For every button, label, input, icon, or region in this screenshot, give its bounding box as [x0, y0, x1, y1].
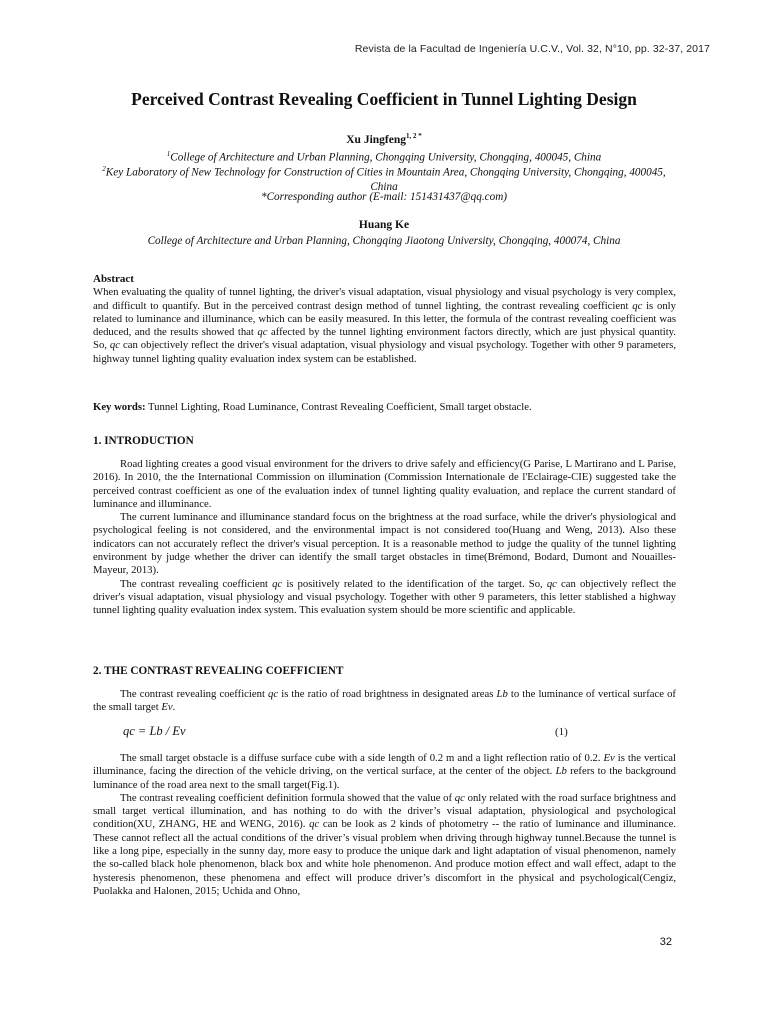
section-body [93, 458, 676, 618]
paragraph: The contrast revealing coefficient qc is the ratio of road brightness in designated areas Lb to the luminance of vertical surface of the small target Ev. [93, 688, 676, 714]
section-heading: 1. INTRODUCTION [93, 435, 194, 447]
abstract-text: When evaluating the quality of tunnel lighting, the driver's visual adaptation, visual physiology and visual psychology is very complex, and difficult to quantify. But in the perceived contrast design method of tunnel lighting, the contrast revealing coefficient qc is only related to luminance and illuminance, which can be easily measured. In this letter, the formula of the contrast revealing coefficient was deduced, and the results showed that qc affected by the tunnel lighting environment factors directly, which are just physical quantity. So, qc can objectively reflect the driver's visual adaptation, visual physiology and visual psychology. Together with other 9 parameters, highway tunnel lighting quality evaluation index system can be established. [93, 286, 676, 365]
paper-title: Perceived Contrast Revealing Coefficient in Tunnel Lighting Design [131, 89, 637, 109]
paragraph: The contrast revealing coefficient qc is positively related to the identification of the target. So, qc can objectively reflect the driver's visual adaptation, visual physiology and visual psychology. Together with other 9 parameters, this letter stablished a highway tunnel lighting quality evaluation index system. This evaluation system should be more scientific and applicable. [93, 577, 676, 617]
journal-header: Revista de la Facultad de Ingeniería U.C.V., Vol. 32, N°10, pp. 32-37, 2017 [354, 43, 710, 55]
author-name: Xu Jingfeng$^{1, 2 *}$ [346, 132, 422, 146]
section-heading: 2. THE CONTRAST REVEALING COEFFICIENT [93, 665, 344, 677]
keywords-text: Tunnel Lighting, Road Luminance, Contrast Revealing Coefficient, Small target obstacle. [145, 401, 532, 413]
abstract [93, 273, 676, 366]
section-body [93, 752, 676, 898]
keywords [93, 401, 676, 414]
equation-number: (1) [555, 726, 568, 738]
keywords-label: Key words: [93, 401, 146, 413]
author-name: Huang Ke [358, 219, 410, 231]
paragraph: Road lighting creates a good visual environment for the drivers to drive safely and efficiency(G Parise, L Martirano and L Parise, 2016). In 2010, the the International Commission on illumination (Commission Internationale de l'Eclairage-CIE) suggested take the perceived contrast coefficient as one of the evaluation index of tunnel lighting quality evaluation, and replace the current standard of luminance and illuminance. [93, 458, 676, 510]
paragraph: The current luminance and illuminance standard focus on the brightness at the road surface, while the driver's physiological and psychological feeling is not considered, and the environmental impact is not considered too(Huang and Weng, 2013). Also these indicators can not accurately reflect the driver's visual perception. It is a reasonable method to judge the quality of the tunnel lighting environment by judge whether the driver can identify the small target obstacles in time(Brémond, Bodard, Dumont and Nouailles-Mayeur, 2013). [93, 511, 676, 577]
page-number: 32 [659, 936, 672, 948]
paragraph: The contrast revealing coefficient definition formula showed that the value of qc only related with the road surface brightness and small target vertical illumination, and has nothing to do with the driver’s visual adaptation, physiological and psychological condition(XU, ZHANG, HE and WENG, 2016). qc can be look as 2 kinds of photometry -- the ratio of luminance and illuminance. These cannot reflect all the actual conditions of the driver’s visual problem when driving through highway tunnel.Because the tunnel is like a long pipe, especially in the sunny day, more easy to produce the unique dark and light adaptation of visual phenomenon, namely the so-called black hole phenomenon, black box and white hole phenomenon. And produce motion effect and wall effect, adapt to the hysteresis phenomenon, these phenomena and effect will produce driver’s discomfort in the physical and psychological(Cengiz, Puolakka and Halonen, 2015; Uchida and Ohno, [93, 791, 676, 897]
affiliation: $^1$College of Architecture and Urban Planning, Chongqing University, Chongqing, 400045, China [166, 150, 602, 164]
abstract-label: Abstract [93, 273, 134, 285]
section-body [93, 688, 676, 715]
corresponding-author: *Corresponding author (E-mail: 151431437@qq.com) [260, 191, 508, 203]
affiliation: $^2$Key Laboratory of New Technology for Construction of Cities in Mountain Area, Chongqing University, Chongqing, 400045, China [102, 165, 666, 194]
equation: qc = Lb / Ev [123, 724, 186, 738]
paragraph: The small target obstacle is a diffuse surface cube with a side length of 0.2 m and a light reflection ratio of 0.2. Ev is the vertical illuminance, facing the direction of the vehicle driving, on the vertical surface, at the center of the object. Lb refers to the background luminance of the road area next to the small target(Fig.1). [93, 752, 676, 791]
affiliation: College of Architecture and Urban Planning, Chongqing Jiaotong University, Chongqing, 400074, China [147, 235, 621, 247]
